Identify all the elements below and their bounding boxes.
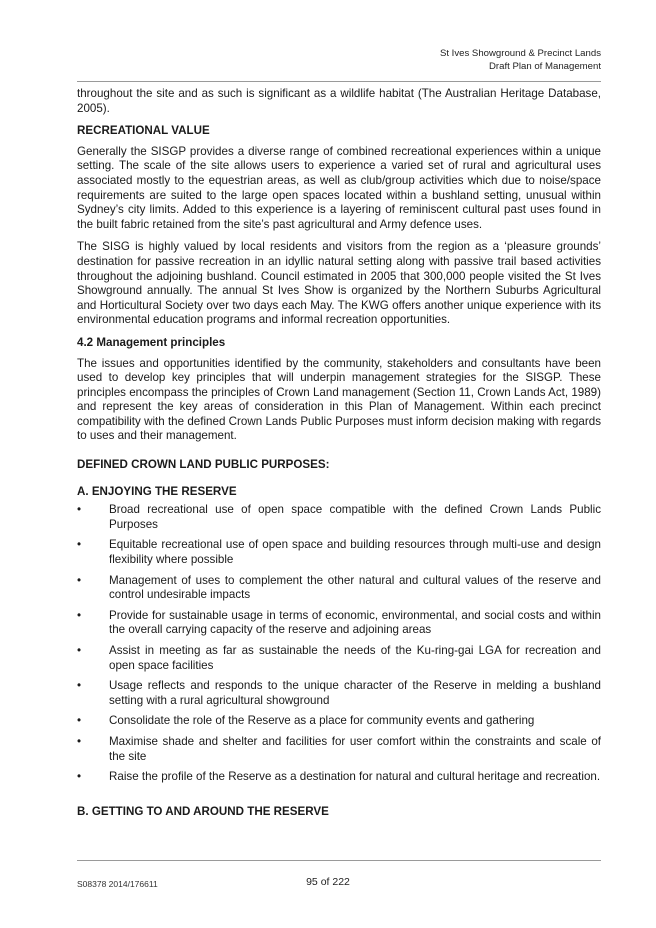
document-reference: S08378 2014/176611 xyxy=(77,879,158,889)
header-subtitle: Draft Plan of Management xyxy=(489,61,601,72)
section-a-heading: A. ENJOYING THE RESERVE xyxy=(77,484,237,498)
recreational-value-heading: RECREATIONAL VALUE xyxy=(77,124,210,138)
list-item xyxy=(77,770,601,785)
list-item-text: Raise the profile of the Reserve as a destination for natural and cultural heritage and recreation. xyxy=(109,770,601,784)
header-rule xyxy=(77,81,601,82)
list-item xyxy=(77,714,601,729)
bullet-glyph: • xyxy=(77,644,82,657)
list-item xyxy=(77,679,601,708)
running-header xyxy=(440,47,601,73)
recreational-value-paragraph-1: Generally the SISGP provides a diverse range of combined recreational experiences within a unique setting. The scale of the site allows users to experience a varied set of rural and agricultural uses associated mostly to the equestrian areas, as well as club/group activities which due to noise/space requirements are suited to the large open spaces located within a bushland setting, unusual within Sydney’s city limits. Added to this experience is a layering of reminiscent cultural past uses found in the built fabric retained from the site’s past agricultural and Army defence uses. xyxy=(77,144,601,231)
list-item-text: Consolidate the role of the Reserve as a place for community events and gathering xyxy=(109,714,535,728)
bullet-glyph: • xyxy=(77,608,82,622)
bullet-glyph: • xyxy=(77,573,82,587)
list-item-text: Management of uses to complement the other natural and cultural values of the reserve and control undesirable impacts xyxy=(109,573,601,602)
bullet-glyph: • xyxy=(77,734,82,748)
intro-paragraph: throughout the site and as such is significant as a wildlife habitat (The Australian Heritage Database, 2005). xyxy=(77,87,601,115)
list-item-text: Assist in meeting as far as sustainable the needs of the Ku-ring-gai LGA for recreation and open space facilities xyxy=(109,644,601,672)
header-title: St Ives Showground & Precinct Lands xyxy=(439,48,601,59)
page-body xyxy=(77,87,601,825)
list-item xyxy=(77,609,601,638)
list-item-text: Usage reflects and responds to the unique character of the Reserve in melding a bushland setting with a rural agricultural showground xyxy=(109,679,601,707)
list-item-text: Equitable recreational use of open space and building resources through multi-use and design flexibility where possible xyxy=(109,538,601,567)
list-item xyxy=(77,574,601,603)
list-item xyxy=(77,503,601,532)
bullet-glyph: • xyxy=(77,538,82,552)
footer-rule xyxy=(77,860,601,861)
list-item xyxy=(77,644,601,673)
list-item-text: Provide for sustainable usage in terms of economic, environmental, and social costs and within the overall carrying capacity of the reserve and adjoining areas xyxy=(109,608,601,637)
section-b-heading: B. GETTING TO AND AROUND THE RESERVE xyxy=(77,804,329,818)
list-item xyxy=(77,735,601,764)
bullet-glyph: • xyxy=(77,503,82,517)
bullet-glyph: • xyxy=(77,714,82,728)
list-item-text: Broad recreational use of open space compatible with the defined Crown Lands Public Purposes xyxy=(109,503,601,531)
defined-purposes-heading: DEFINED CROWN LAND PUBLIC PURPOSES: xyxy=(77,458,330,472)
management-principles-paragraph: The issues and opportunities identified by the community, stakeholders and consultants have been used to develop key principles that will underpin management strategies for the SISGP. These principles encompass the principles of Crown Land management (Section 11, Crown Lands Act, 1989) and represent the key areas of consideration in this Plan of Management. Within each precinct compatibility with the defined Crown Lands Public Purposes must inform decision making with regards to uses and their management. xyxy=(77,356,601,443)
page-number: 95 of 222 xyxy=(306,876,350,888)
bullet-glyph: • xyxy=(77,770,82,784)
bullet-glyph: • xyxy=(77,679,82,693)
recreational-value-paragraph-2: The SISG is highly valued by local residents and visitors from the region as a ‘pleasure grounds’ destination for passive recreation in an idyllic natural setting along with passive trail based activities throughout the adjoining bushland. Council estimated in 2005 that 300,000 people visited the St Ives Showground annually. The annual St Ives Show is organized by the Northern Suburbs Agricultural and Horticultural Society over two days each May. The KWG offers another unique experience with its environmental education programs and informal recreation opportunities. xyxy=(77,240,601,327)
list-item-text: Maximise shade and shelter and facilities for user comfort within the constraints and scale of the site xyxy=(109,734,601,763)
management-principles-heading: 4.2 Management principles xyxy=(77,335,226,349)
list-item xyxy=(77,538,601,567)
section-a-list xyxy=(77,503,601,785)
